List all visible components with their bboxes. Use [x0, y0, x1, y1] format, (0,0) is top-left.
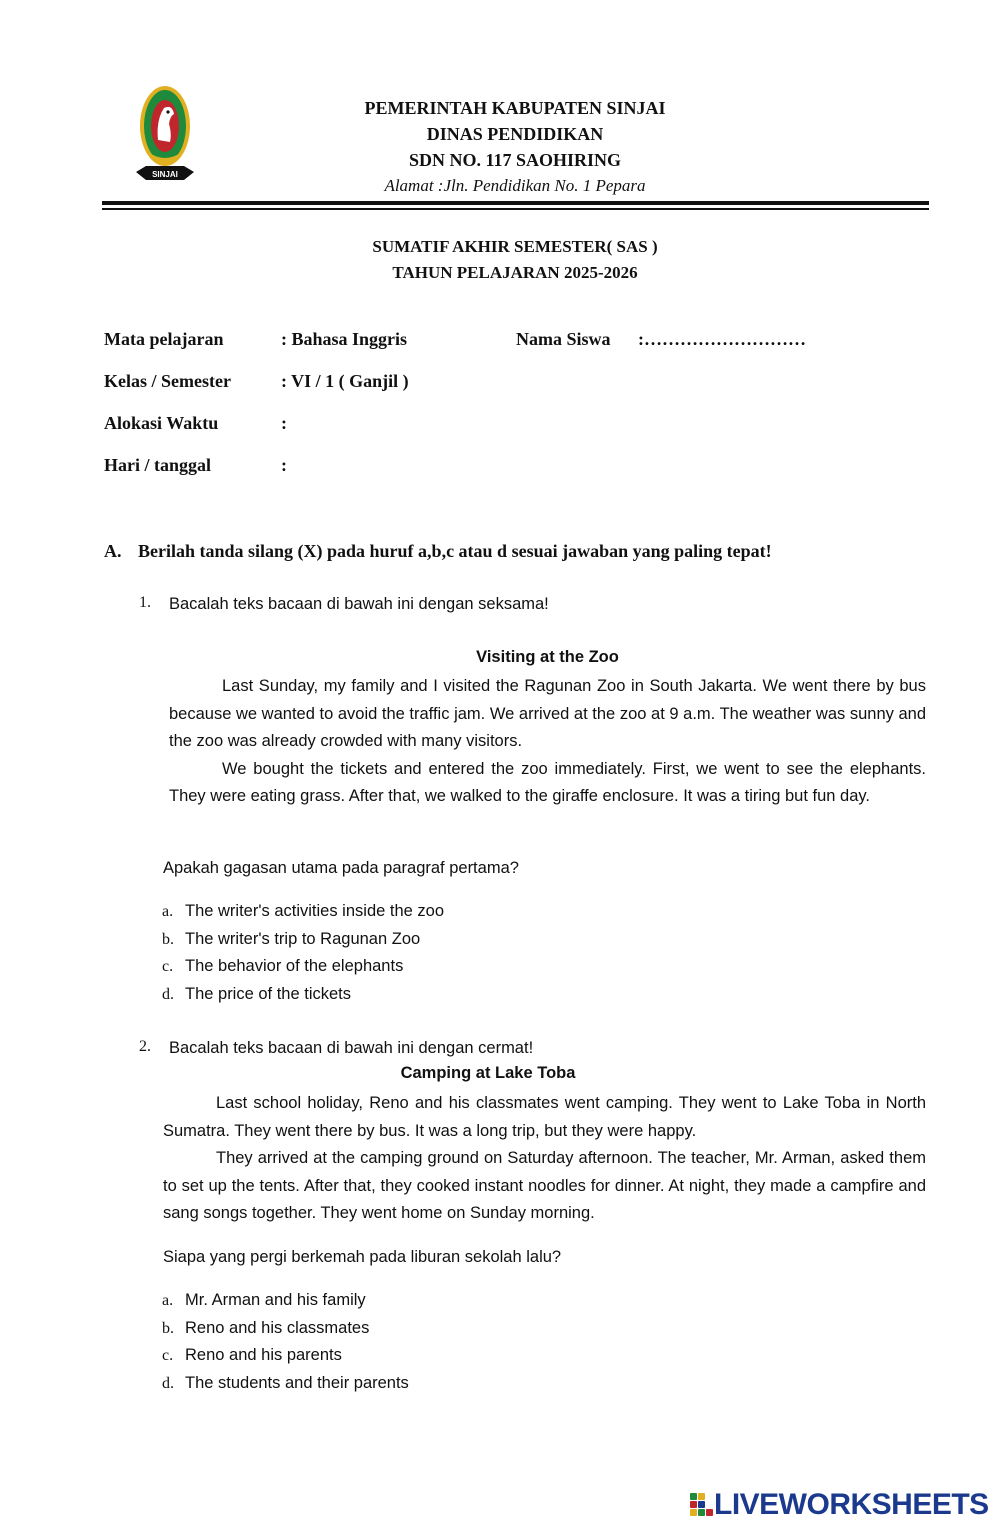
letterhead-divider-thin — [102, 208, 929, 210]
option-letter: a. — [162, 1292, 174, 1309]
reading-title: Visiting at the Zoo — [476, 648, 619, 666]
option-letter: c. — [162, 958, 174, 975]
reading-passage — [163, 1090, 926, 1228]
option-letter: a. — [162, 903, 174, 920]
department-name: DINAS PENDIDIKAN — [426, 124, 604, 144]
subject-label: Mata pelajaran — [104, 329, 224, 349]
answer-option[interactable] — [162, 926, 420, 954]
option-letter: b. — [162, 1320, 174, 1337]
question-prompt: Apakah gagasan utama pada paragraf pertama? — [163, 859, 519, 877]
liveworksheets-logo[interactable] — [690, 1488, 990, 1522]
passage-paragraph: They arrived at the camping ground on Saturday afternoon. The teacher, Mr. Arman, asked them to set up the tents. After that, they cooked instant noodles for dinner. At night, they made a campfire and sang songs together. They went home on Sunday morning. — [163, 1149, 926, 1222]
question-intro: Bacalah teks bacaan di bawah ini dengan seksama! — [169, 595, 549, 613]
passage-paragraph: We bought the tickets and entered the zoo immediately. First, we went to see the elephants. They were eating grass. After that, we walked to the giraffe enclosure. It was a tiring but fun day. — [169, 759, 926, 805]
passage-paragraph: Last Sunday, my family and I visited the Ragunan Zoo in South Jakarta. We went there by bus because we wanted to avoid the traffic jam. We arrived at the zoo at 9 a.m. The weather was sunny and the zoo was already crowded with many visitors. — [169, 677, 926, 750]
answer-option[interactable] — [162, 1315, 369, 1343]
option-text: The price of the tickets — [185, 985, 351, 1003]
option-text: Mr. Arman and his family — [185, 1291, 366, 1309]
question-prompt: Siapa yang pergi berkemah pada liburan sekolah lalu? — [163, 1248, 562, 1266]
reading-title: Camping at Lake Toba — [400, 1064, 576, 1082]
question-number: 2. — [139, 1038, 151, 1055]
student-name-field[interactable]: :……………………… — [638, 329, 806, 349]
regency-emblem — [134, 84, 196, 186]
class-semester-value: : VI / 1 ( Ganjil ) — [281, 371, 409, 391]
student-name-label: Nama Siswa — [516, 329, 611, 349]
liveworksheets-blocks-icon — [690, 1492, 714, 1518]
answer-option[interactable] — [162, 1370, 409, 1398]
answer-option[interactable] — [162, 953, 403, 981]
question-number: 1. — [139, 594, 151, 611]
option-letter: c. — [162, 1347, 174, 1364]
exam-title: SUMATIF AKHIR SEMESTER( SAS ) — [372, 237, 658, 256]
school-name: SDN NO. 117 SAOHIRING — [408, 150, 622, 170]
sinjai-emblem-icon — [134, 84, 196, 186]
day-date-value: : — [281, 455, 287, 475]
school-address: Alamat :Jln. Pendidikan No. 1 Pepara — [384, 176, 646, 195]
option-letter: b. — [162, 931, 174, 948]
liveworksheets-brand-text: LIVEWORKSHEETS — [714, 1488, 989, 1521]
option-text: Reno and his classmates — [185, 1319, 370, 1337]
time-allocation-value: : — [281, 413, 287, 433]
time-allocation-label: Alokasi Waktu — [104, 413, 219, 433]
day-date-label: Hari / tanggal — [104, 455, 211, 475]
answer-option[interactable] — [162, 1287, 366, 1315]
government-name: PEMERINTAH KABUPATEN SINJAI — [364, 98, 666, 118]
emblem-banner-text: SINJAI — [152, 170, 178, 179]
option-text: Reno and his parents — [185, 1346, 342, 1364]
option-text: The writer's activities inside the zoo — [185, 902, 445, 920]
reading-passage — [169, 673, 926, 811]
option-letter: d. — [162, 986, 174, 1003]
option-text: The writer's trip to Ragunan Zoo — [185, 930, 421, 948]
question-intro: Bacalah teks bacaan di bawah ini dengan cermat! — [169, 1039, 534, 1057]
answer-option[interactable] — [162, 1342, 342, 1370]
section-a-instruction — [104, 541, 772, 562]
passage-paragraph: Last school holiday, Reno and his classmates went camping. They went to Lake Toba in North Sumatra. They went there by bus. It was a long trip, but they were happy. — [163, 1094, 926, 1140]
class-semester-label: Kelas / Semester — [104, 371, 231, 391]
answer-option[interactable] — [162, 898, 444, 926]
answer-option[interactable] — [162, 981, 351, 1009]
letterhead-divider-thick — [102, 201, 929, 205]
subject-value: : Bahasa Inggris — [281, 329, 408, 349]
option-text: The students and their parents — [185, 1374, 409, 1392]
academic-year: TAHUN PELAJARAN 2025-2026 — [392, 263, 638, 282]
section-letter: A. — [104, 541, 122, 561]
option-letter: d. — [162, 1375, 174, 1392]
section-instruction-text: Berilah tanda silang (X) pada huruf a,b,c atau d sesuai jawaban yang paling tepat! — [138, 541, 772, 561]
option-text: The behavior of the elephants — [185, 957, 404, 975]
